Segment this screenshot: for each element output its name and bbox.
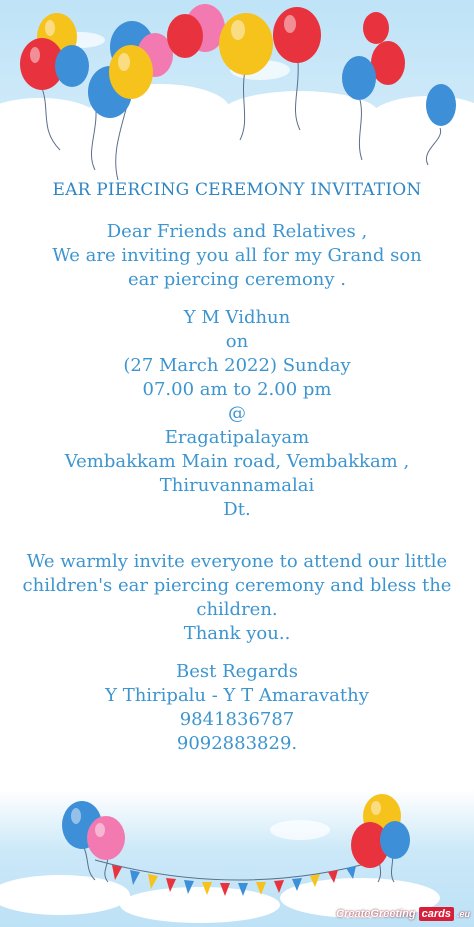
top-balloons-decoration <box>0 0 474 200</box>
event-date: (27 March 2022) Sunday <box>123 355 351 376</box>
best-regards: Best Regards <box>176 661 298 682</box>
message-line-3: children. <box>196 599 278 620</box>
address-line-1: Vembakkam Main road, Vembakkam , Thiruvannamalai <box>64 451 410 496</box>
message-line-1: We warmly invite everyone to attend our little <box>26 551 448 572</box>
phone-2: 9092883829. <box>176 733 298 754</box>
logo-text-eu: .eu <box>456 909 470 919</box>
balloon-group-bottom <box>62 794 410 868</box>
event-place: Eragatipalayam <box>164 427 310 448</box>
message-line-2: children's ear piercing ceremony and bless the <box>22 575 452 596</box>
logo-text-cards: cards <box>419 907 454 921</box>
thank-you: Thank you.. <box>183 623 291 644</box>
logo-text-create: CreateGreeting <box>336 908 416 920</box>
intro-line-2: ear piercing ceremony . <box>127 269 347 290</box>
invitation-title: EAR PIERCING CEREMONY INVITATION <box>52 180 422 200</box>
address-line-2: Dt. <box>223 499 251 520</box>
on-word: on <box>225 331 249 352</box>
at-symbol: @ <box>228 403 246 424</box>
invitation-body <box>0 178 474 756</box>
child-name: Y M Vidhun <box>183 307 291 328</box>
hosts: Y Thiripalu - Y T Amaravathy <box>105 685 369 706</box>
site-logo <box>336 905 470 923</box>
greeting: Dear Friends and Relatives , <box>106 221 368 242</box>
event-time: 07.00 am to 2.00 pm <box>142 379 332 400</box>
bunting-string <box>95 860 380 880</box>
intro-line-1: We are inviting you all for my Grand son <box>52 245 422 266</box>
phone-1: 9841836787 <box>179 709 295 730</box>
balloon-strings-bottom <box>83 845 394 882</box>
